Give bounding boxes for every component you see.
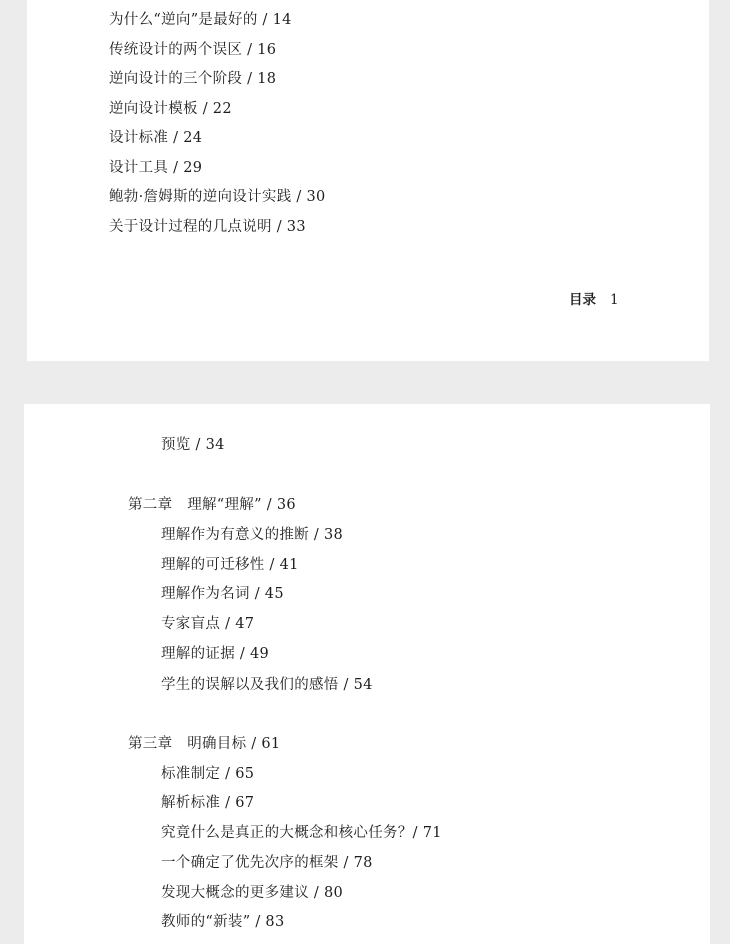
toc-entry: 理解的证据 / 49 <box>161 646 270 662</box>
toc-entry: 学生的误解以及我们的感悟 / 54 <box>161 677 373 693</box>
toc-entry-preview: 预览 / 34 <box>161 437 225 453</box>
chapter-heading: 第三章 明确目标 / 61 <box>128 736 281 752</box>
chapter-heading: 第二章 理解“理解” / 36 <box>128 497 296 513</box>
footer-label: 目录 <box>569 292 596 308</box>
toc-entry: 发现大概念的更多建议 / 80 <box>161 885 344 901</box>
toc-entry: 教师的“新装” / 83 <box>161 914 285 930</box>
page-number: 1 <box>610 292 619 308</box>
toc-entry: 逆向设计的三个阶段 / 18 <box>109 71 277 87</box>
toc-entry: 为什么“逆向”是最好的 / 14 <box>109 12 292 28</box>
toc-page-top <box>27 0 709 361</box>
toc-entry: 理解作为有意义的推断 / 38 <box>161 527 344 543</box>
toc-entry: 设计工具 / 29 <box>109 160 203 176</box>
toc-entry: 逆向设计模板 / 22 <box>109 101 232 117</box>
toc-entry: 鲍勃·詹姆斯的逆向设计实践 / 30 <box>109 189 326 205</box>
toc-entry: 关于设计过程的几点说明 / 33 <box>109 219 306 235</box>
toc-entry: 解析标准 / 67 <box>161 795 255 811</box>
toc-entry: 专家盲点 / 47 <box>161 616 255 632</box>
toc-entry: 标准制定 / 65 <box>161 766 255 782</box>
page-footer <box>569 291 619 309</box>
toc-entry: 究竟什么是真正的大概念和核心任务？/ 71 <box>161 825 442 841</box>
toc-entry: 传统设计的两个误区 / 16 <box>109 42 277 58</box>
toc-entry: 理解作为名词 / 45 <box>161 586 284 602</box>
toc-entry: 设计标准 / 24 <box>109 130 203 146</box>
toc-entry: 一个确定了优先次序的框架 / 78 <box>161 855 373 871</box>
toc-page-bottom <box>24 404 710 944</box>
toc-entry: 理解的可迁移性 / 41 <box>161 557 299 573</box>
